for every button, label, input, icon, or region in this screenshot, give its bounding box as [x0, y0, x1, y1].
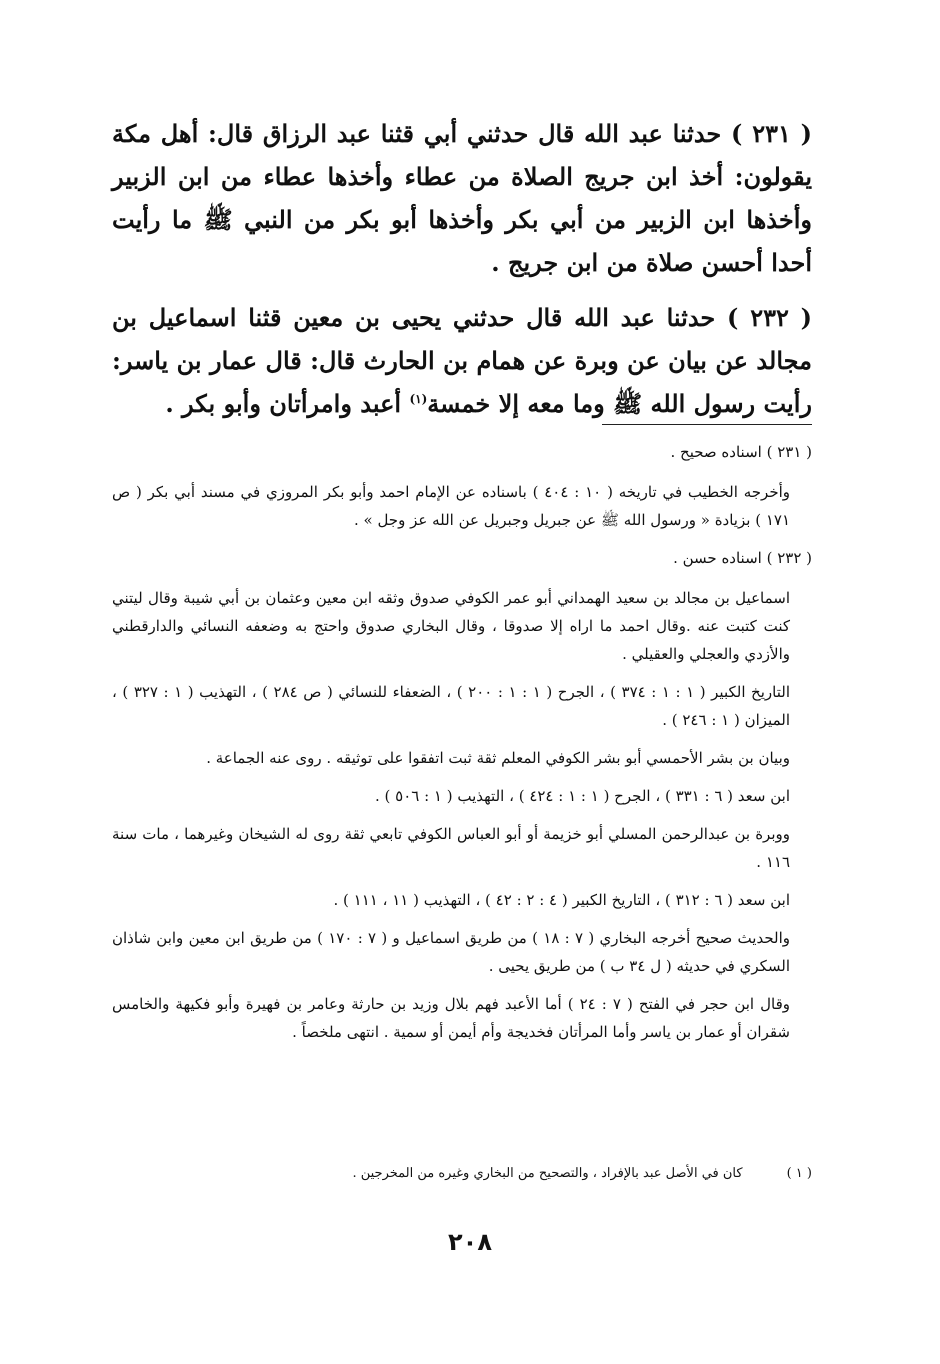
hadith-232-text: ( ٢٣٢ ) حدثنا عبد الله قال حدثني يحيى بن معين قثنا اسماعيل بن مجالد عن بيان عن وبرة عن همام بن الحارث قال: قال عمار بن ياسر: رأيت رسول الله ﷺ وما معه إلا خمسة [112, 303, 812, 418]
hadith-232 [112, 296, 812, 425]
footnote-ref: (١) [409, 392, 428, 406]
hadith-231: ( ٢٣١ ) حدثنا عبد الله قال حدثني أبي قثنا عبد الرزاق قال: أهل مكة يقولون: أخذ ابن جريج الصلاة من عطاء وأخذها عطاء من ابن الزبير وأخذها ابن الزبير من أبي بكر وأخذها أبو بكر من النبي ﷺ ما رأيت أحدا أحسن صلاة من ابن جريج . [112, 119, 812, 277]
footnote-marker: ( ١ ) [786, 1166, 812, 1181]
notes-divider [602, 424, 812, 425]
note-231-body: وأخرجه الخطيب في تاريخه ( ١٠ : ٤٠٤ ) باسناده عن الإمام احمد وأبو بكر المروزي في مسند أبي بكر ( ص ١٧١ ) بزيادة « ورسول الله ﷺ عن جبريل وجبريل عن الله عز وجل » . [112, 483, 791, 529]
note-232-paragraph: وقال ابن حجر في الفتح ( ٧ : ٢٤ ) أما الأعبد فهم بلال وزيد بن حارثة وعامر بن فهيرة وأبو فكيهة والخامس شقران أو عمار بن ياسر وأما المرأتان فخديجة وأم أيمن أو سمية . انتهى ملخصاً . [112, 995, 790, 1041]
note-232-paragraph: والحديث صحيح أخرجه البخاري ( ٧ : ١٨ ) من طريق اسماعيل و ( ٧ : ١٧٠ ) من طريق ابن معين وابن شاذان السكري في حديثه ( ل ٣٤ ب ) من طريق يحيى . [112, 929, 791, 975]
note-232-paragraph: ابن سعد ( ٦ : ٣١٢ ) ، التاريخ الكبير ( ٤ : ٢ : ٤٢ ) ، التهذيب ( ١١ ، ١١١ ) . [333, 891, 790, 909]
page-number: ٢٠٨ [448, 1228, 492, 1256]
main-text [112, 112, 812, 437]
footnote [112, 1162, 812, 1186]
note-232-paragraph: ووبرة بن عبدالرحمن المسلي أبو خزيمة أو أبو العباس الكوفي تابعي ثقة روى له الشيخان وغيرهما ، مات سنة ١١٦ . [112, 825, 790, 871]
note-232-paragraph: ابن سعد ( ٦ : ٣٣١ ) ، الجرح ( ١ : ١ : ٤٢٤ ) ، التهذيب ( ١ : ٥٠٦ ) . [374, 787, 790, 805]
hadith-232-text-end: أعبد وامرأتان وأبو بكر . [165, 389, 410, 418]
note-232-paragraph: التاريخ الكبير ( ١ : ١ : ٣٧٤ ) ، الجرح ( ١ : ١ : ٢٠٠ ) ، الضعفاء للنسائي ( ص ٢٨٤ ) ، التهذيب ( ١ : ٣٢٧ ) ، الميزان ( ١ : ٢٤٦ ) . [112, 683, 790, 729]
note-231-head: ( ٢٣١ ) اسناده صحيح . [670, 443, 812, 461]
commentary [112, 438, 812, 1056]
note-232-paragraph: وبيان بن بشر الأحمسي أبو بشر الكوفي المعلم ثقة ثبت اتفقوا على توثيقه . روى عنه الجماعة . [206, 749, 790, 767]
footnote-text: كان في الأصل عبد بالإفراد ، والتصحيح من البخاري وغيره من المخرجين . [352, 1166, 743, 1181]
note-232-head: ( ٢٣٢ ) اسناده حسن . [673, 549, 812, 567]
note-232-paragraph: اسماعيل بن مجالد بن سعيد الهمداني أبو عمر الكوفي صدوق وثقه ابن معين وعثمان بن أبي شيبة وقال ليتني كنت كتبت عنه .وقال احمد ما اراه إلا صدوقا ، وقال البخاري صدوق واحتج به وضعفه النسائي والدارقطني والأزدي والعجلي والعقيلي . [112, 589, 790, 663]
